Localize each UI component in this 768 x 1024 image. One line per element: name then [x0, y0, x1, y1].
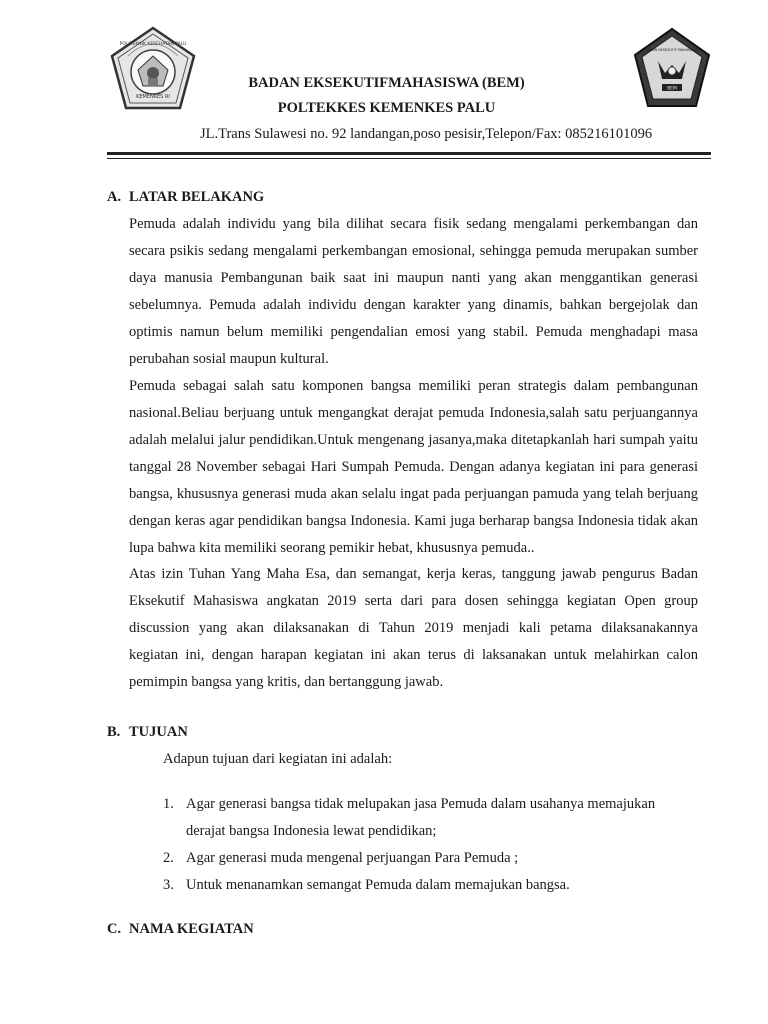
- svg-text:BADAN EKSEKUTIF MAHASISWA: BADAN EKSEKUTIF MAHASISWA: [645, 48, 699, 52]
- list-item: [163, 845, 683, 872]
- para1-line: sebelumnya. Pemuda adalah individu dengan karakter yang dinamis, bahkan bergejolak dan: [129, 297, 698, 313]
- list-item-text: Agar generasi muda mengenal perjuangan Para Pemuda ;: [186, 850, 519, 866]
- para2-line: nasional.Beliau berjuang untuk mengangkat derajat pemuda Indonesia,salah satu perjuangannya: [129, 405, 698, 421]
- list-item-text: derajat bangsa Indonesia lewat pendidikan;: [186, 823, 437, 839]
- letterhead-rule-thin: [107, 158, 711, 159]
- section-b-letter: B.: [107, 724, 121, 740]
- org-name: BADAN EKSEKUTIFMAHASISWA (BEM): [248, 75, 525, 91]
- list-item-text: Agar generasi bangsa tidak melupakan jasa Pemuda dalam usahanya memajukan: [186, 796, 656, 812]
- objectives-list: [163, 791, 683, 899]
- section-c-heading: [107, 921, 254, 938]
- svg-text:BEM: BEM: [667, 86, 677, 92]
- para1-line: optimis namun belum memiliki pengendalian emosi yang stabil. Pemuda menghadapi masa: [129, 324, 698, 340]
- list-item-text: Untuk menanamkan semangat Pemuda dalam memajukan bangsa.: [186, 877, 570, 893]
- para3-line: Eksekutif Mahasiswa angkatan 2019 serta dari para dosen sehingga kegiatan Open group: [129, 593, 698, 609]
- para2-line: Pemuda sebagai salah satu komponen bangsa memiliki peran strategis dalam pembangunan: [129, 378, 698, 394]
- poltekkes-logo: [108, 26, 198, 112]
- section-c-letter: C.: [107, 921, 122, 937]
- letterhead-rule-thick: [107, 152, 711, 155]
- para1-line: Pemuda adalah individu yang bila dilihat secara fisik sedang mengalami perkembangan dan: [129, 216, 698, 232]
- para3-line: pemimpin bangsa yang kritis, dan bertanggung jawab.: [129, 674, 444, 690]
- para2-line: adalah melalui jalur pendidikan.Untuk mengenang jasanya,maka ditetapkanlah hari sumpah yaitu: [129, 432, 698, 448]
- section-b-heading: [107, 724, 188, 741]
- section-a-title: LATAR BELAKANG: [129, 189, 265, 205]
- institution-name: POLTEKKES KEMENKES PALU: [277, 100, 496, 116]
- section-a-paragraph-2: [107, 373, 698, 562]
- section-a-letter: A.: [107, 189, 122, 205]
- section-b-title: TUJUAN: [129, 724, 188, 740]
- section-a-paragraph-3: [107, 561, 698, 696]
- list-item-number: 2.: [163, 850, 174, 866]
- list-item: [163, 791, 683, 845]
- section-b-intro: Adapun tujuan dari kegiatan ini adalah:: [163, 751, 393, 767]
- section-c-title: NAMA KEGIATAN: [129, 921, 254, 937]
- para2-line: bangsa, khususnya generasi muda akan selalu ingat pada perjuangan pamuda yang telah berjuang: [129, 486, 698, 502]
- list-item-number: 1.: [163, 796, 174, 812]
- para2-line: dengan keras agar pendidikan bangsa Indonesia. Kami juga berharap bangsa Indonesia tidak akan: [129, 513, 698, 529]
- para1-line: perubahan sosial maupun kultural.: [129, 351, 329, 367]
- para2-line: tanggal 28 November sebagai Hari Sumpah Pemuda. Dengan adanya kegiatan ini para generasi: [129, 459, 698, 475]
- list-item: [163, 872, 683, 899]
- section-a-heading: [107, 189, 264, 206]
- bem-logo: [632, 27, 712, 109]
- para2-line: lupa bahwa kita memiliki seorang pemikir hebat, khususnya pemuda..: [129, 540, 535, 556]
- section-a-paragraph-1: [107, 211, 698, 373]
- para1-line: secara psikis sedang mengalami perkembangan emosional, sehingga pemuda merupakan sumber: [129, 243, 698, 259]
- para3-line: discussion yang akan dilaksanakan di Tahun 2019 menjadi kali petama dilaksanakannya: [129, 620, 698, 636]
- list-item-number: 3.: [163, 877, 174, 893]
- para3-line: kegiatan ini, dengan harapan kegiatan ini akan terus di laksanakan untuk melahirkan calon: [129, 647, 698, 663]
- svg-text:KEMENKES RI: KEMENKES RI: [136, 94, 170, 100]
- para3-line: Atas izin Tuhan Yang Maha Esa, dan semangat, kerja keras, tanggung jawab pengurus Badan: [129, 566, 698, 582]
- address-line: JL.Trans Sulawesi no. 92 landangan,poso pesisir,Telepon/Fax: 085216101096: [200, 126, 653, 142]
- para1-line: daya manusia Pembangunan baik saat ini maupun nanti yang akan menggantikan generasi: [129, 270, 698, 286]
- svg-text:POLITEKNIK KESEHATAN PALU: POLITEKNIK KESEHATAN PALU: [119, 42, 187, 47]
